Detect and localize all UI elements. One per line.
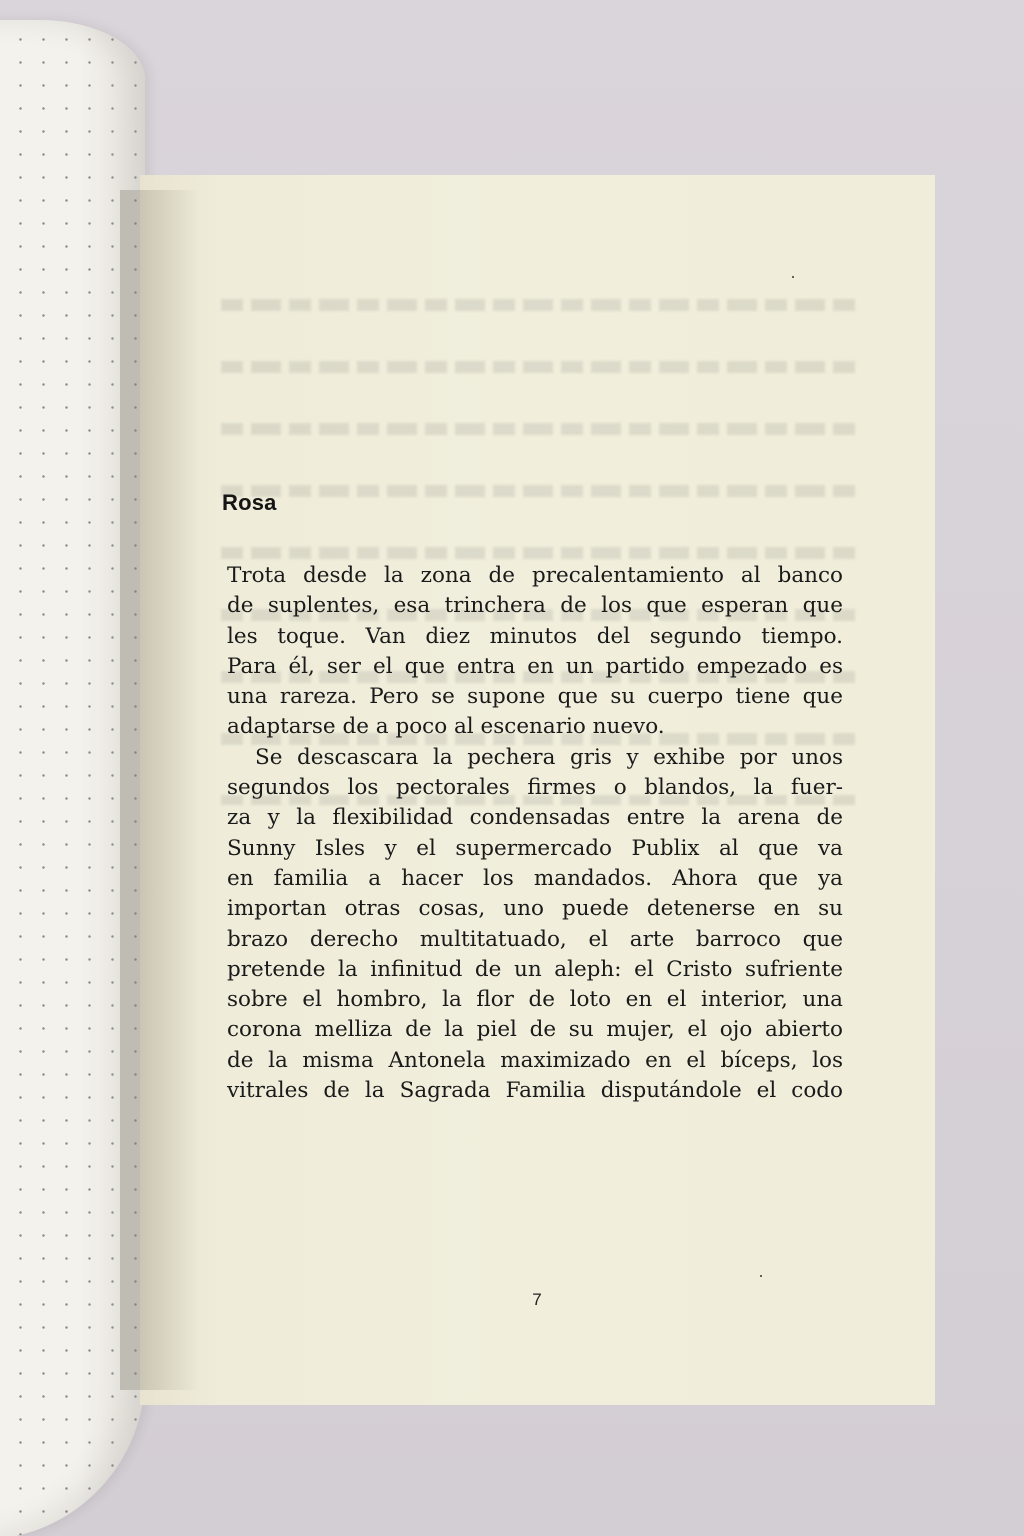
text-line: Sunny Isles y el supermercado Publix al que va bbox=[227, 835, 843, 861]
text-line: en familia a hacer los mandados. Ahora que ya bbox=[227, 865, 843, 891]
text-line: una rareza. Pero se supone que su cuerpo tiene que bbox=[227, 684, 843, 710]
body-text bbox=[227, 561, 843, 1106]
chapter-title: Rosa bbox=[222, 490, 277, 515]
text-line: de la misma Antonela maximizado en el bíceps, los bbox=[227, 1047, 843, 1073]
text-line: brazo derecho multitatuado, el arte barroco que bbox=[227, 926, 843, 952]
text-line: Para él, ser el que entra en un partido empezado es bbox=[227, 653, 843, 679]
text-line: les toque. Van diez minutos del segundo tiempo. bbox=[227, 623, 843, 649]
page-number: 7 bbox=[532, 1290, 542, 1309]
book-gutter-shadow bbox=[120, 190, 200, 1390]
paper-speck bbox=[792, 276, 794, 278]
text-line: adaptarse de a poco al escenario nuevo. bbox=[227, 714, 665, 740]
text-line: pretende la infinitud de un aleph: el Cristo sufriente bbox=[227, 956, 843, 982]
text-line: segundos los pectorales firmes o blandos, la fuer- bbox=[227, 775, 843, 801]
text-line: Se descascara la pechera gris y exhibe por unos bbox=[255, 744, 843, 770]
text-line: Trota desde la zona de precalentamiento al banco bbox=[227, 563, 843, 588]
text-line: za y la flexibilidad condensadas entre la arena de bbox=[227, 805, 843, 831]
text-line: corona melliza de la piel de su mujer, el ojo abierto bbox=[227, 1017, 843, 1043]
text-line: sobre el hombro, la flor de loto en el interior, una bbox=[227, 987, 843, 1013]
text-line: importan otras cosas, uno puede detenerse en su bbox=[227, 896, 843, 922]
text-line: de suplentes, esa trinchera de los que esperan que bbox=[227, 593, 843, 619]
text-line: vitrales de la Sagrada Familia disputándole el codo bbox=[227, 1078, 843, 1104]
paper-speck bbox=[760, 1275, 762, 1277]
